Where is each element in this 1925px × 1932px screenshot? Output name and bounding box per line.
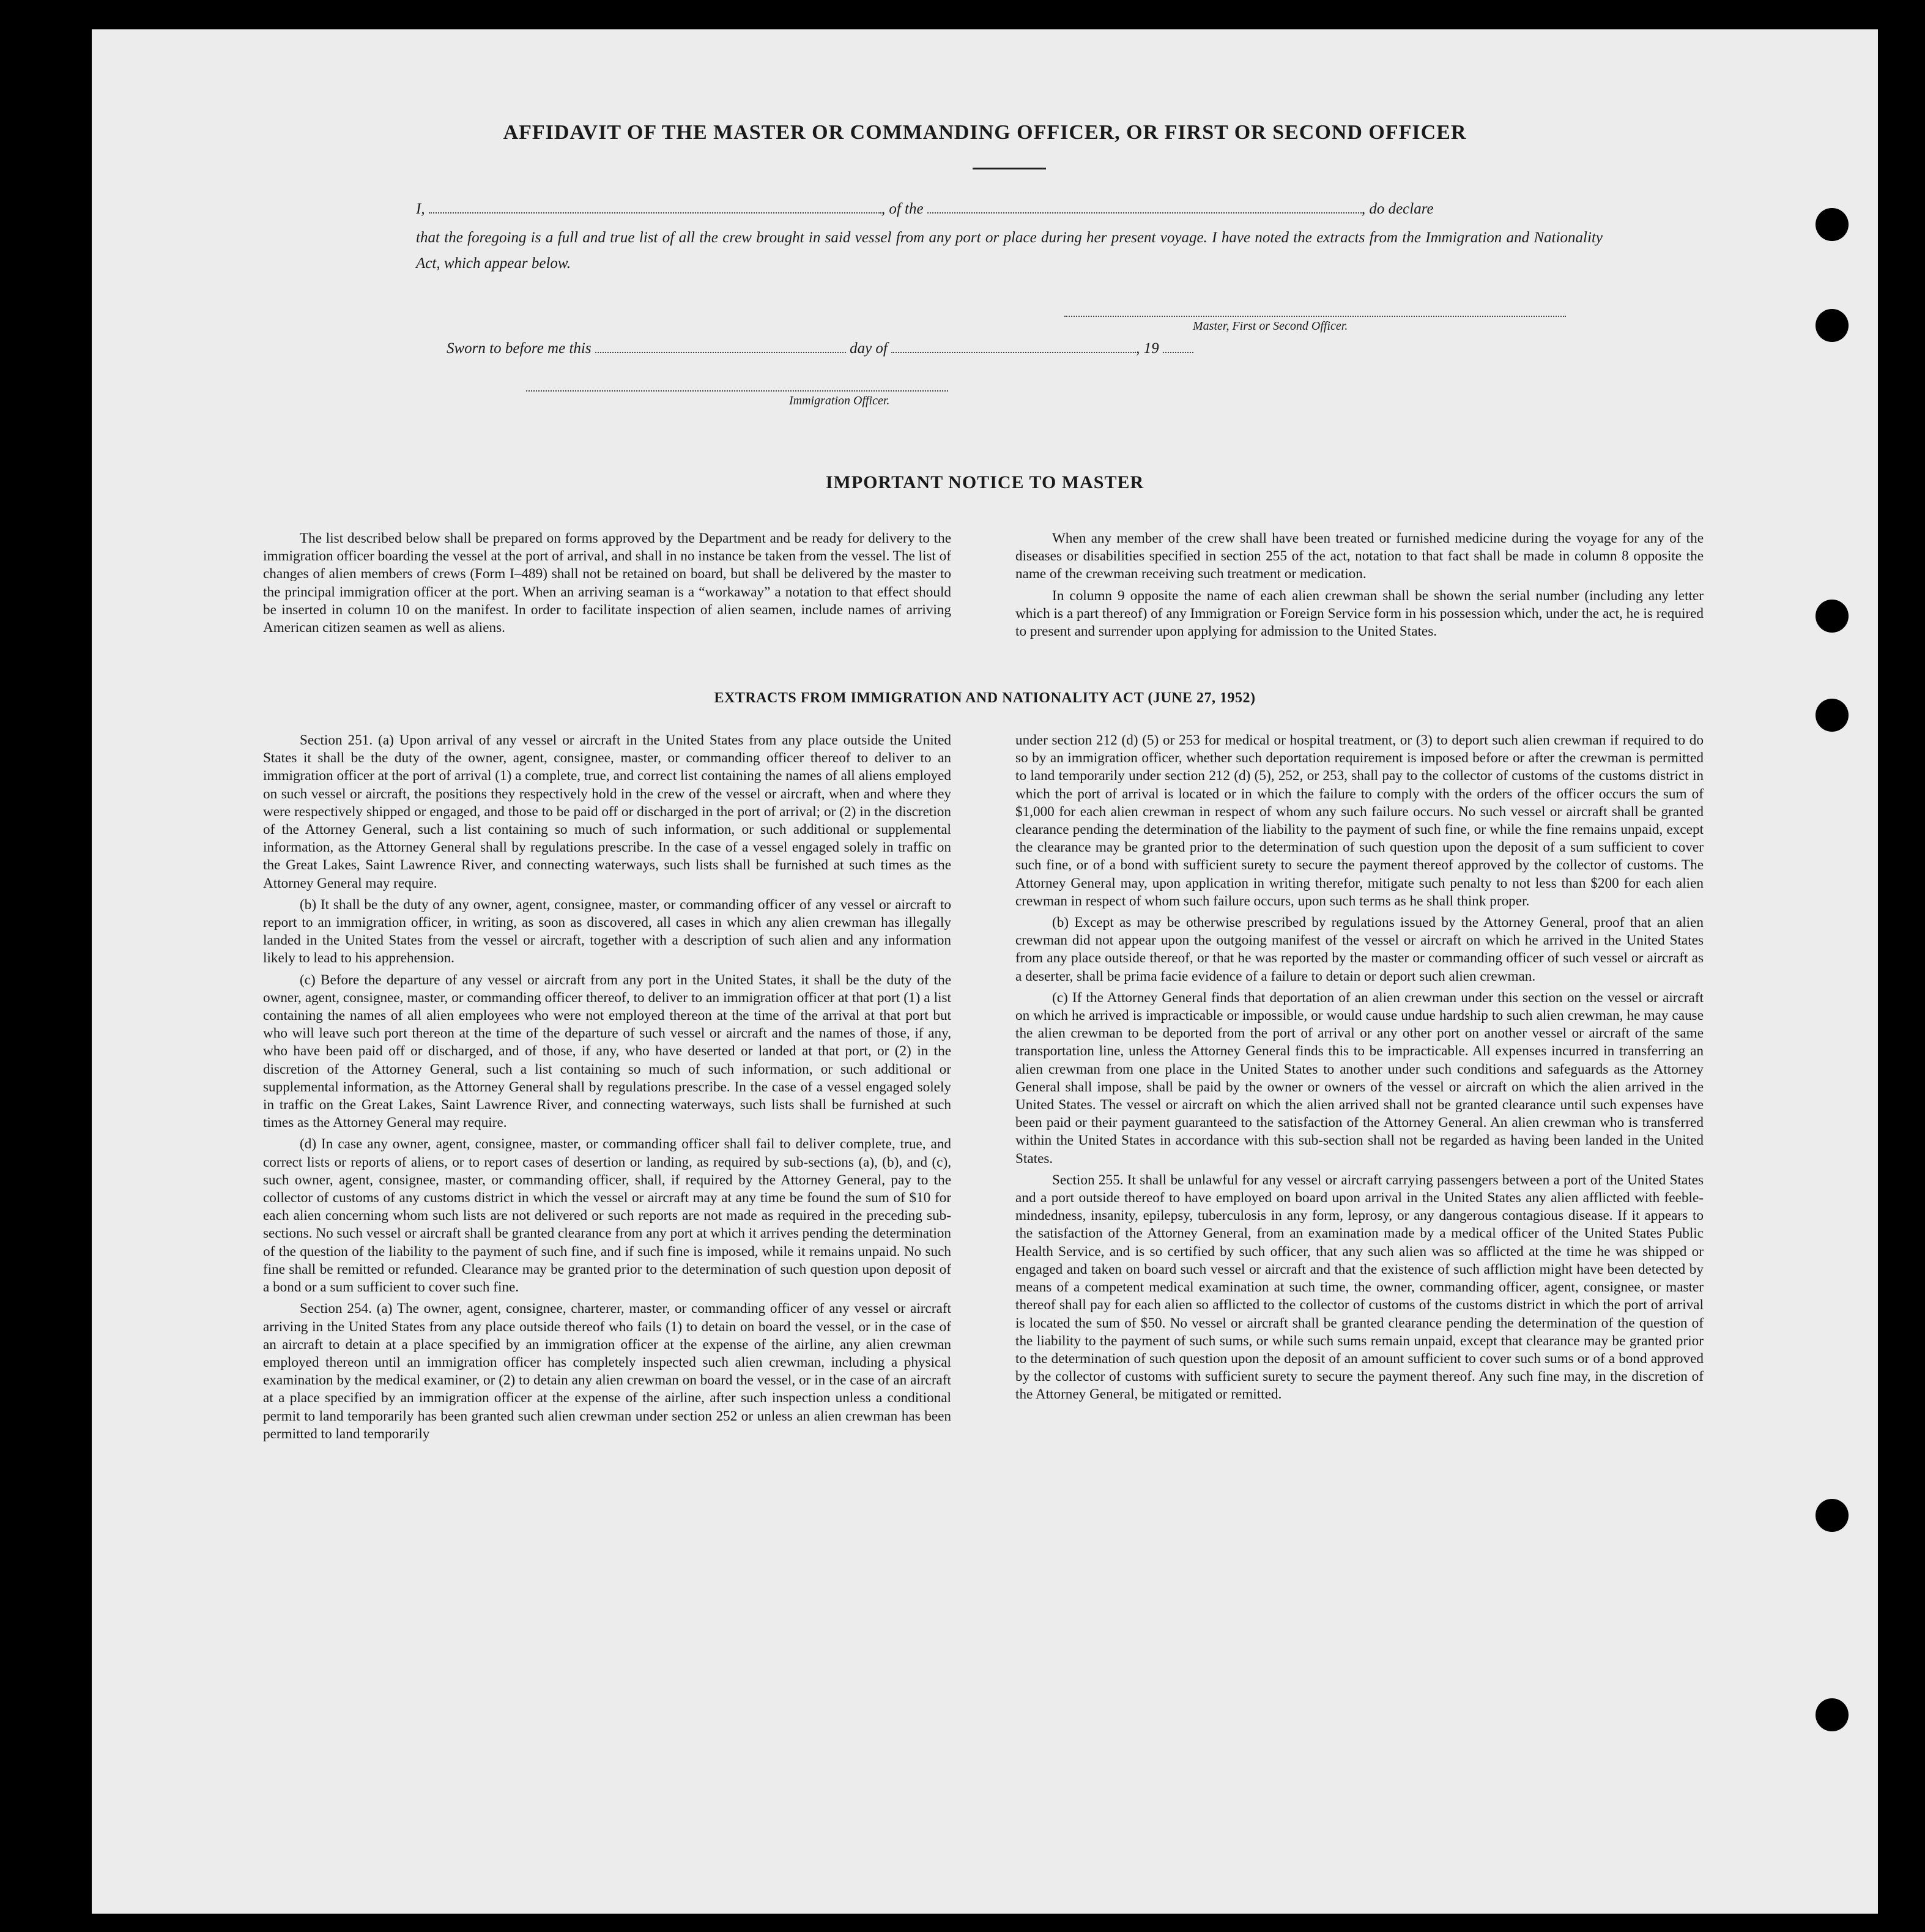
of-the-label: , of the	[881, 201, 924, 217]
title-divider	[973, 168, 1046, 169]
master-signature-line[interactable]	[1064, 316, 1566, 317]
section-251-c: (c) Before the departure of any vessel or aircraft from any port in the United States, it shall be the duty of the owner, agent, consignee, master, or commanding officer thereof, to deliver to an immigration officer at that port (1) a list containing the names of all alien employees who were not employed thereon at the time of the arrival at that port but who will leave such port thereon at the time of the departure of such vessel or aircraft and the names of those, if any, who have been paid off or discharged, and of those, if any, who have deserted or landed at that port, or (2) in the discretion of the Attorney General, such a list containing so much of such information, or such additional or supplemental information, as the Attorney General shall by regulations prescribe. In the case of a vessel engaged solely in traffic on the Great Lakes, Saint Lawrence River, and connecting waterways, such lists shall be furnished at such times as the Attorney General may require.	[263, 972, 951, 1131]
section-251-a: Section 251. (a) Upon arrival of any vessel or aircraft in the United States from any place outside the United States it shall be the duty of the owner, agent, consignee, master, or commanding officer thereof to deliver to an immigration officer at the port of arrival (1) a complete, true, and correct list containing the names of all aliens employed on such vessel or aircraft, the positions they respectively hold in the crew of the vessel or aircraft, when and where they were respectively shipped or engaged, and those to be paid off or discharged in the port of arrival; or (2) in the discretion of the Attorney General, such a list containing so much of such information, or such additional or supplemental information, as the Attorney General shall by regulations prescribe. In the case of a vessel engaged solely in traffic on the Great Lakes, Saint Lawrence River, and connecting waterways, such lists shall be furnished at such times as the Attorney General may require.	[263, 732, 951, 891]
officer-signature-line[interactable]	[526, 390, 948, 392]
sworn-day-field[interactable]	[595, 352, 846, 353]
do-declare-label: , do declare	[1361, 201, 1434, 217]
document-page	[92, 29, 1878, 1914]
sworn-line	[447, 340, 1193, 357]
officer-signature-label: Immigration Officer.	[789, 394, 890, 407]
section-251-b: (b) It shall be the duty of any owner, agent, consignee, master, or commanding officer of any vessel or aircraft to report to an immigration officer, in writing, as soon as discovered, all cases in which any alien crewman has illegally landed in the United States from the vessel or aircraft, together with a description of such alien and any information likely to lead to his apprehension.	[263, 896, 951, 967]
sworn-year-field[interactable]	[1163, 352, 1193, 353]
notice-right-column	[1015, 530, 1704, 644]
day-of-label: day of	[850, 340, 888, 357]
notice-right-paragraph-2: In column 9 opposite the name of each alien crewman shall be shown the serial number (including any letter which is a part thereof) of any Immigration or Foreign Service form in his possession which, under the act, he is required to present and surrender upon applying for admission to the United States.	[1015, 587, 1704, 640]
punch-hole	[1816, 1499, 1849, 1532]
declarant-name-field[interactable]	[429, 212, 881, 214]
section-254-c: (c) If the Attorney General finds that deportation of an alien crewman under this section on the vessel or aircraft on which he arrived is impracticable or impossible, or would cause undue hardship to such alien crewman, he may cause the alien crewman to be deported from the port of arrival or any other port on another vessel or aircraft of the same transportation line, unless the Attorney General finds this to be impracticable. All expenses incurred in transferring an alien crewman from one place in the United States to another under such conditions and safeguards as the Attorney General shall impose, shall be paid by the owner or owners of the vessel or aircraft on which the alien arrived in the United States. The vessel or aircraft on which the alien arrived shall not be granted clearance until such expenses have been paid or their payment guaranteed to the satisfaction of the Attorney General. An alien crewman who is transferred within the United States in accordance with this sub-section shall not be regarded as having been landed in the United States.	[1015, 989, 1704, 1167]
declaration-line	[416, 201, 1434, 218]
notice-right-paragraph-1: When any member of the crew shall have been treated or furnished medicine during the voyage for any of the diseases or disabilities specified in section 255 of the act, notation to that fact shall be made in column 8 opposite the name of the crewman receiving such treatment or medication.	[1015, 530, 1704, 582]
affidavit-title: AFFIDAVIT OF THE MASTER OR COMMANDING OFFICER, OR FIRST OR SECOND OFFICER	[503, 121, 1467, 144]
punch-hole	[1816, 1698, 1849, 1731]
section-255: Section 255. It shall be unlawful for any vessel or aircraft carrying passengers between a port of the United States and a port outside thereof to have employed on board upon arrival in the United States any alien afflicted with feeble-mindedness, insanity, epilepsy, tuberculosis in any form, leprosy, or any dangerous contagious disease. If it appears to the satisfaction of the Attorney General, from an examination made by a medical officer of the United States Public Health Service, and is so certified by such officer, that any such alien was so afflicted at the time he was shipped or engaged and taken on board such vessel or aircraft and that the existence of such affliction might have been detected by means of a competent medical examination at such time, the owner, commanding officer, agent, consignee, or master thereof shall pay for each alien so afflicted to the collector of customs of the customs district in which the port of arrival is located the sum of $50. No vessel or aircraft shall be granted clearance pending the determination of the question of the liability to the payment of such sums, or while such sums remain unpaid, except that clearance may be granted prior to the determination of such question upon the deposit of an amount sufficient to cover such sums or of a bond approved by the collector of customs with sufficient surety to secure the payment thereof. Any such fine may, in the discretion of the Attorney General, be mitigated or remitted.	[1015, 1172, 1704, 1403]
punch-hole	[1816, 208, 1849, 241]
master-signature-label: Master, First or Second Officer.	[1193, 319, 1348, 333]
section-254-b: (b) Except as may be otherwise prescribed by regulations issued by the Attorney General, proof that an alien crewman did not appear upon the outgoing manifest of the vessel or aircraft on which he arrived in the United States from any place outside thereof, or that he was reported by the master or commanding officer of such vessel or aircraft as a deserter, shall be prima facie evidence of a failure to detain or deport such alien crewman.	[1015, 915, 1704, 984]
section-254-a-continued: under section 212 (d) (5) or 253 for medical or hospital treatment, or (3) to deport such alien crewman if required to do so by an immigration officer, whether such deportation requirement is imposed before or after the crewman is permitted to land temporarily under section 212 (d) (5), 252, or 253, shall pay to the collector of customs of the customs district in which the port of arrival is located or in which the failure to comply with the orders of the officer occurs the sum of $1,000 for each alien crewman in respect of whom any such failure occurs. No such vessel or aircraft shall be granted clearance pending the determination of the liability to the payment of such fine, or while the fine remains unpaid, except the clearance may be granted prior to the determination of such question upon the deposit of a sum sufficient to cover such fine, or of a bond with sufficient surety to secure the payment thereof approved by the collector of customs. The Attorney General may, upon application in writing therefor, mitigate such penalty to not less than $200 for each alien crewman in respect of whom such failure occurs, upon such terms as he shall think proper.	[1015, 732, 1704, 909]
sworn-label: Sworn to before me this	[447, 340, 592, 357]
year-prefix-label: , 19	[1136, 340, 1159, 357]
sworn-month-field[interactable]	[891, 352, 1136, 353]
notice-left-column	[263, 530, 951, 641]
notice-left-paragraph: The list described below shall be prepared on forms approved by the Department and be ready for delivery to the immigration officer boarding the vessel at the port of arrival, and shall in no instance be taken from the vessel. The list of changes of alien members of crews (Form I–489) shall not be retained on board, but shall be delivered by the master to the principal immigration officer at the port. When an arriving seaman is a “workaway” a notation to that effect should be inserted in column 10 on the manifest. In order to facilitate inspection of alien seamen, include names of arriving American citizen seamen as well as aliens.	[263, 530, 951, 636]
torn-corner	[1867, 57, 1878, 247]
extracts-right-column	[1015, 732, 1704, 1408]
notice-title: IMPORTANT NOTICE TO MASTER	[825, 472, 1144, 492]
punch-hole	[1816, 309, 1849, 342]
section-254-a: Section 254. (a) The owner, agent, consignee, charterer, master, or commanding officer of any vessel or aircraft arriving in the United States from any place outside thereof who fails (1) to detain on board the vessel, or in the case of an aircraft to detain at a place specified by an immigration officer at the expense of the airline, any alien crewman employed thereon until an immigration officer has completely inspected such alien crewman, including a physical examination by the medical examiner, or (2) to detain any alien crewman on board the vessel, or in the case of an aircraft at a place specified by an immigration officer at the expense of the airline, after such inspection unless a conditional permit to land temporarily has been granted such alien crewman under section 252 or unless an alien crewman has been permitted to land temporarily	[263, 1301, 951, 1442]
punch-hole	[1816, 600, 1849, 633]
extracts-title: EXTRACTS FROM IMMIGRATION AND NATIONALITY ACT (JUNE 27, 1952)	[714, 690, 1256, 706]
declarant-prefix: I,	[416, 201, 425, 217]
section-251-d: (d) In case any owner, agent, consignee, master, or commanding officer shall fail to deliver complete, true, and correct lists or reports of aliens, or to report cases of desertion or landing, as required by sub-sections (a), (b), and (c), such owner, agent, consignee, master, or commanding officer, shall, if required by the Attorney General, pay to the collector of customs of any customs district in which the vessel or aircraft may at any time be found the sum of $10 for each alien concerning whom such lists are not delivered or such reports are not made as required in the preceding sub-sections. No such vessel or aircraft shall be granted clearance from any port at which it arrives pending the determination of the question of the liability to the payment of such fine, and if such fine is imposed, while it remains unpaid. No such fine shall be remitted or refunded. Clearance may be granted prior to the determination of such question upon deposit of a bond or a sum sufficient to cover such fine.	[263, 1136, 951, 1296]
extracts-left-column	[263, 732, 951, 1447]
declaration-text: that the foregoing is a full and true list of all the crew brought in said vessel from any port or place during her present voyage. I have noted the extracts from the Immigration and Nationality Act, which appear below.	[416, 229, 1603, 272]
vessel-name-field[interactable]	[927, 212, 1362, 214]
punch-hole	[1816, 699, 1849, 732]
